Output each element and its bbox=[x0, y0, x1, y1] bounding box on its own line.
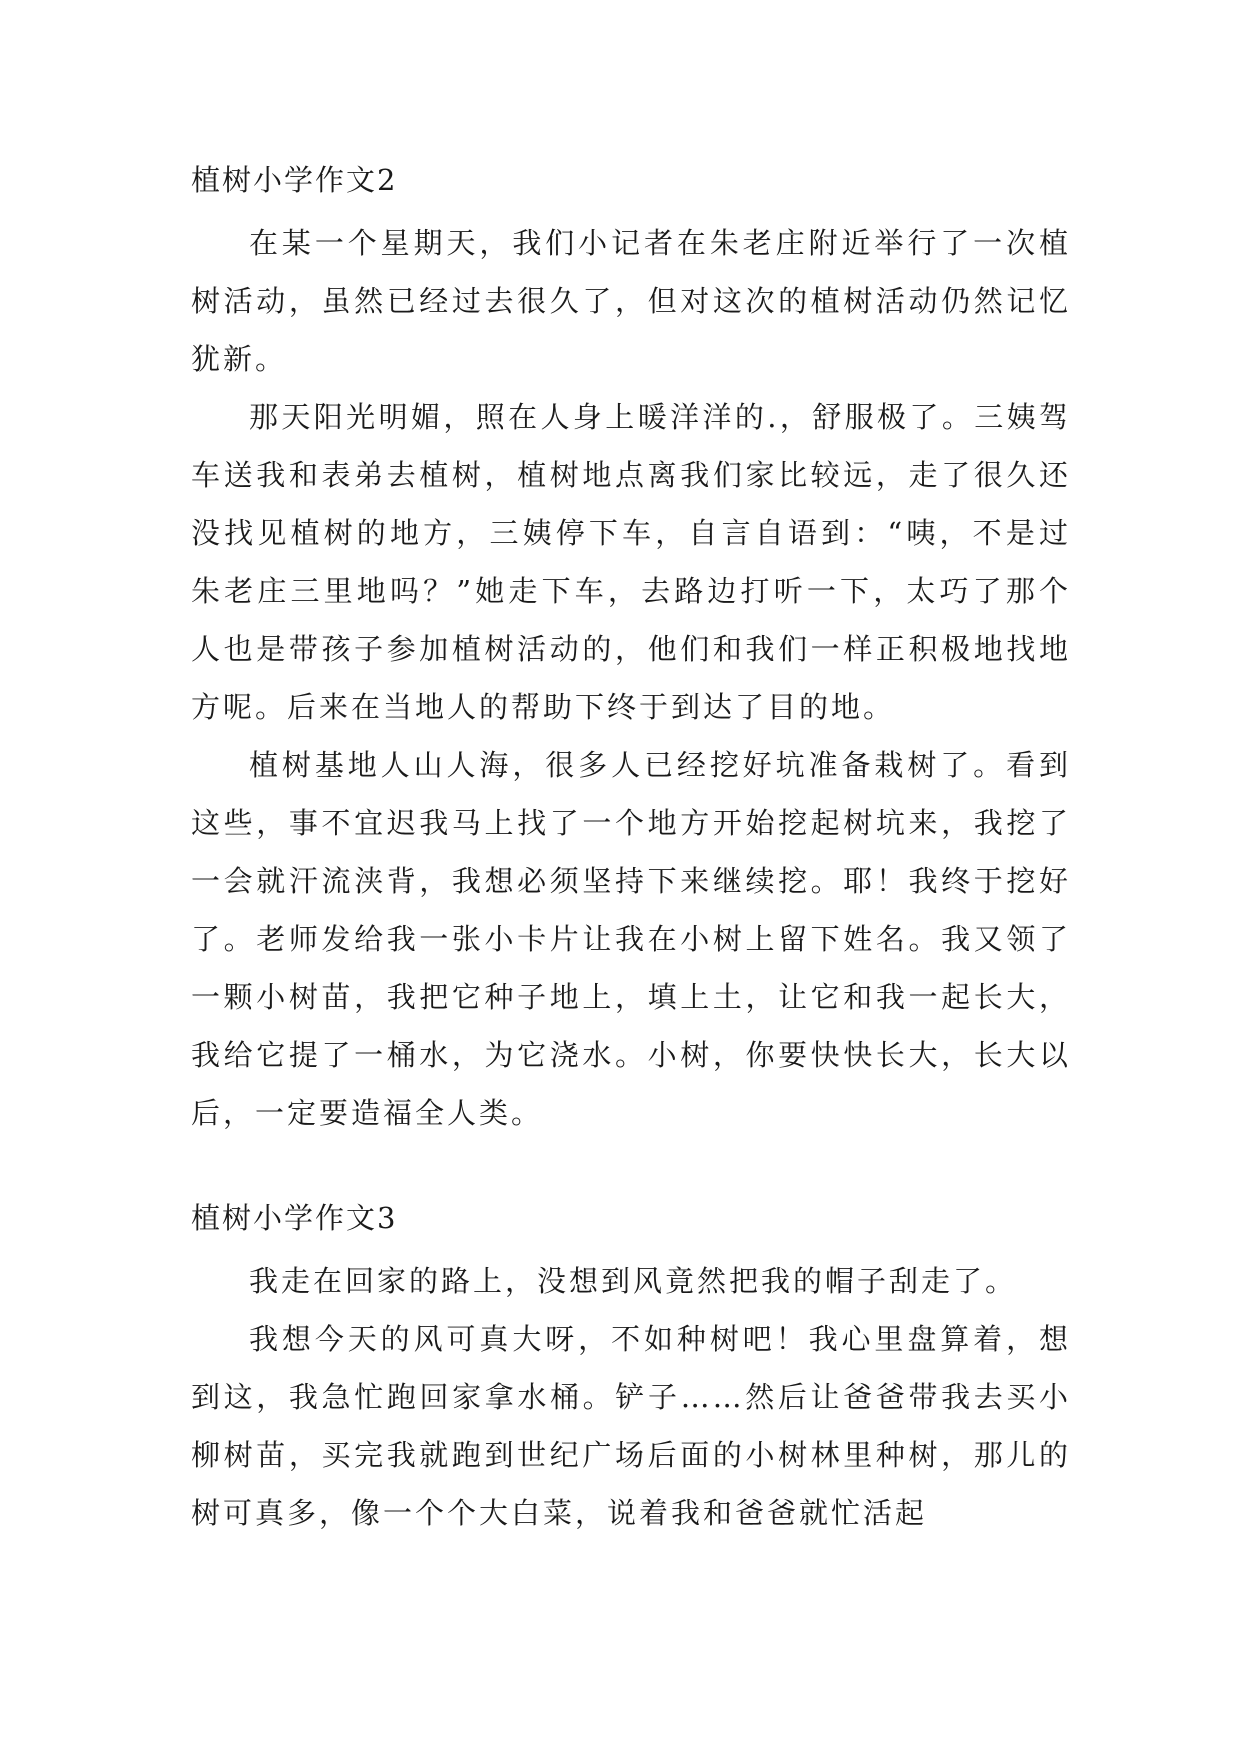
essay-title: 植树小学作文3 bbox=[191, 1201, 398, 1235]
essay-paragraph: 那天阳光明媚，照在人身上暖洋洋的.，舒服极了。三姨驾车送我和表弟去植树，植树地点离我们家比较远，走了很久还没找见植树的地方，三姨停下车，自言自语到：“咦，不是过朱老庄三里地吗？”她走下车，去路边打听一下，太巧了那个人也是带孩子参加植树活动的，他们和我们一样正积极地找地方呢。后来在当地人的帮助下终于到达了目的地。 bbox=[191, 400, 1071, 724]
essay-paragraph: 我走在回家的路上，没想到风竟然把我的帽子刮走了。 bbox=[249, 1264, 1018, 1298]
essay-paragraph: 在某一个星期天，我们小记者在朱老庄附近举行了一次植树活动，虽然已经过去很久了，但对这次的植树活动仍然记忆犹新。 bbox=[191, 226, 1071, 376]
essay-section-3 bbox=[191, 1198, 1071, 1542]
essay-paragraph: 我想今天的风可真大呀，不如种树吧！我心里盘算着，想到这，我急忙跑回家拿水桶。铲子……然后让爸爸带我去买小柳树苗，买完我就跑到世纪广场后面的小树林里种树，那儿的树可真多，像一个个大白菜，说着我和爸爸就忙活起 bbox=[191, 1322, 1071, 1530]
essay-paragraph: 植树基地人山人海，很多人已经挖好坑准备栽树了。看到这些，事不宜迟我马上找了一个地方开始挖起树坑来，我挖了一会就汗流浃背，我想必须坚持下来继续挖。耶！我终于挖好了。老师发给我一张小卡片让我在小树上留下姓名。我又领了一颗小树苗，我把它种子地上，填上土，让它和我一起长大，我给它提了一桶水，为它浇水。小树，你要快快长大，长大以后，一定要造福全人类。 bbox=[191, 748, 1071, 1130]
essay-title: 植树小学作文2 bbox=[191, 163, 398, 197]
essay-section-2 bbox=[191, 160, 1071, 1142]
document-page bbox=[191, 160, 1071, 1542]
